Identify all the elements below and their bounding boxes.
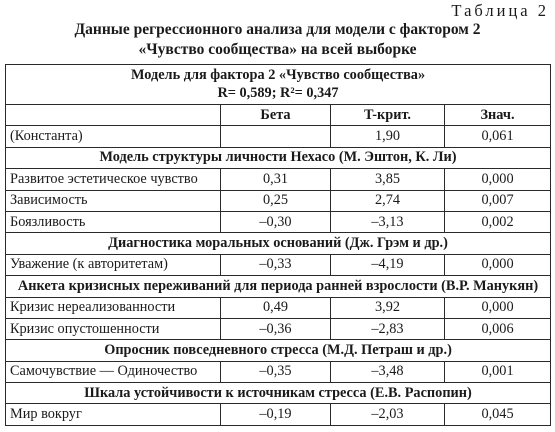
cell-beta: –0,30 (221, 211, 331, 232)
table-row (6, 404, 551, 425)
table-row (6, 169, 551, 190)
cell-t-crit: –3,48 (331, 361, 445, 382)
cell-beta: –0,19 (221, 404, 331, 425)
cell-variable: Развитое эстетическое чувство (6, 169, 221, 190)
cell-t-crit: –2,83 (331, 318, 445, 339)
regression-table-body (6, 65, 551, 426)
model-header-cell (6, 65, 551, 105)
cell-beta (221, 126, 331, 147)
cell-beta: 0,49 (221, 297, 331, 318)
cell-significance: 0,007 (445, 190, 551, 211)
table-number: Таблица 2 (451, 1, 549, 20)
column-header-beta: Бета (221, 105, 331, 126)
section-header-row (6, 340, 551, 361)
cell-significance: 0,061 (445, 126, 551, 147)
table-row (6, 318, 551, 339)
cell-significance: 0,000 (445, 297, 551, 318)
column-header-significance: Знач. (445, 105, 551, 126)
section-title: Шкала устойчивости к источникам стресса (Е.В. Распопин) (6, 383, 551, 404)
cell-t-crit: 3,85 (331, 169, 445, 190)
cell-beta: –0,33 (221, 254, 331, 275)
cell-significance: 0,000 (445, 169, 551, 190)
cell-variable: (Константа) (6, 126, 221, 147)
cell-t-crit: 3,92 (331, 297, 445, 318)
section-header-row (6, 233, 551, 254)
cell-beta: –0,36 (221, 318, 331, 339)
section-header-row (6, 383, 551, 404)
column-header-variable (6, 105, 221, 126)
table-row (6, 190, 551, 211)
model-header-row (6, 65, 551, 105)
table-caption (0, 20, 555, 60)
model-fit-stats: R= 0,589; R²= 0,347 (217, 84, 339, 101)
table-row (6, 297, 551, 318)
cell-significance: 0,045 (445, 404, 551, 425)
cell-significance: 0,006 (445, 318, 551, 339)
constant-row (6, 126, 551, 147)
cell-variable: Самочувствие — Одиночество (6, 361, 221, 382)
column-header-t-crit: T-крит. (331, 105, 445, 126)
caption-line-2: «Чувство сообщества» на всей выборке (138, 41, 417, 58)
cell-t-crit: 2,74 (331, 190, 445, 211)
table-row (6, 211, 551, 232)
cell-variable: Мир вокруг (6, 404, 221, 425)
cell-variable: Кризис опустошенности (6, 318, 221, 339)
cell-significance: 0,002 (445, 211, 551, 232)
cell-t-crit: 1,90 (331, 126, 445, 147)
cell-significance: 0,001 (445, 361, 551, 382)
regression-table (5, 64, 551, 426)
cell-variable: Уважение (к авторитетам) (6, 254, 221, 275)
cell-variable: Боязливость (6, 211, 221, 232)
section-header-row (6, 147, 551, 168)
cell-t-crit: –3,13 (331, 211, 445, 232)
cell-beta: 0,25 (221, 190, 331, 211)
caption-line-1: Данные регрессионного анализа для модели с фактором 2 (74, 21, 481, 38)
section-title: Модель структуры личности Нехасо (М. Эштон, К. Ли) (6, 147, 551, 168)
section-title: Анкета кризисных переживаний для периода ранней взрослости (В.Р. Манукян) (6, 276, 551, 297)
table-row (6, 254, 551, 275)
section-title: Опросник повседневного стресса (М.Д. Петраш и др.) (6, 340, 551, 361)
cell-t-crit: –4,19 (331, 254, 445, 275)
cell-variable: Кризис нереализованности (6, 297, 221, 318)
model-title: Модель для фактора 2 «Чувство сообщества» (130, 67, 426, 83)
section-title: Диагностика моральных оснований (Дж. Грэм и др.) (6, 233, 551, 254)
column-header-row (6, 105, 551, 126)
section-header-row (6, 276, 551, 297)
cell-beta: –0,35 (221, 361, 331, 382)
cell-beta: 0,31 (221, 169, 331, 190)
cell-variable: Зависимость (6, 190, 221, 211)
table-row (6, 361, 551, 382)
cell-significance: 0,000 (445, 254, 551, 275)
cell-t-crit: –2,03 (331, 404, 445, 425)
